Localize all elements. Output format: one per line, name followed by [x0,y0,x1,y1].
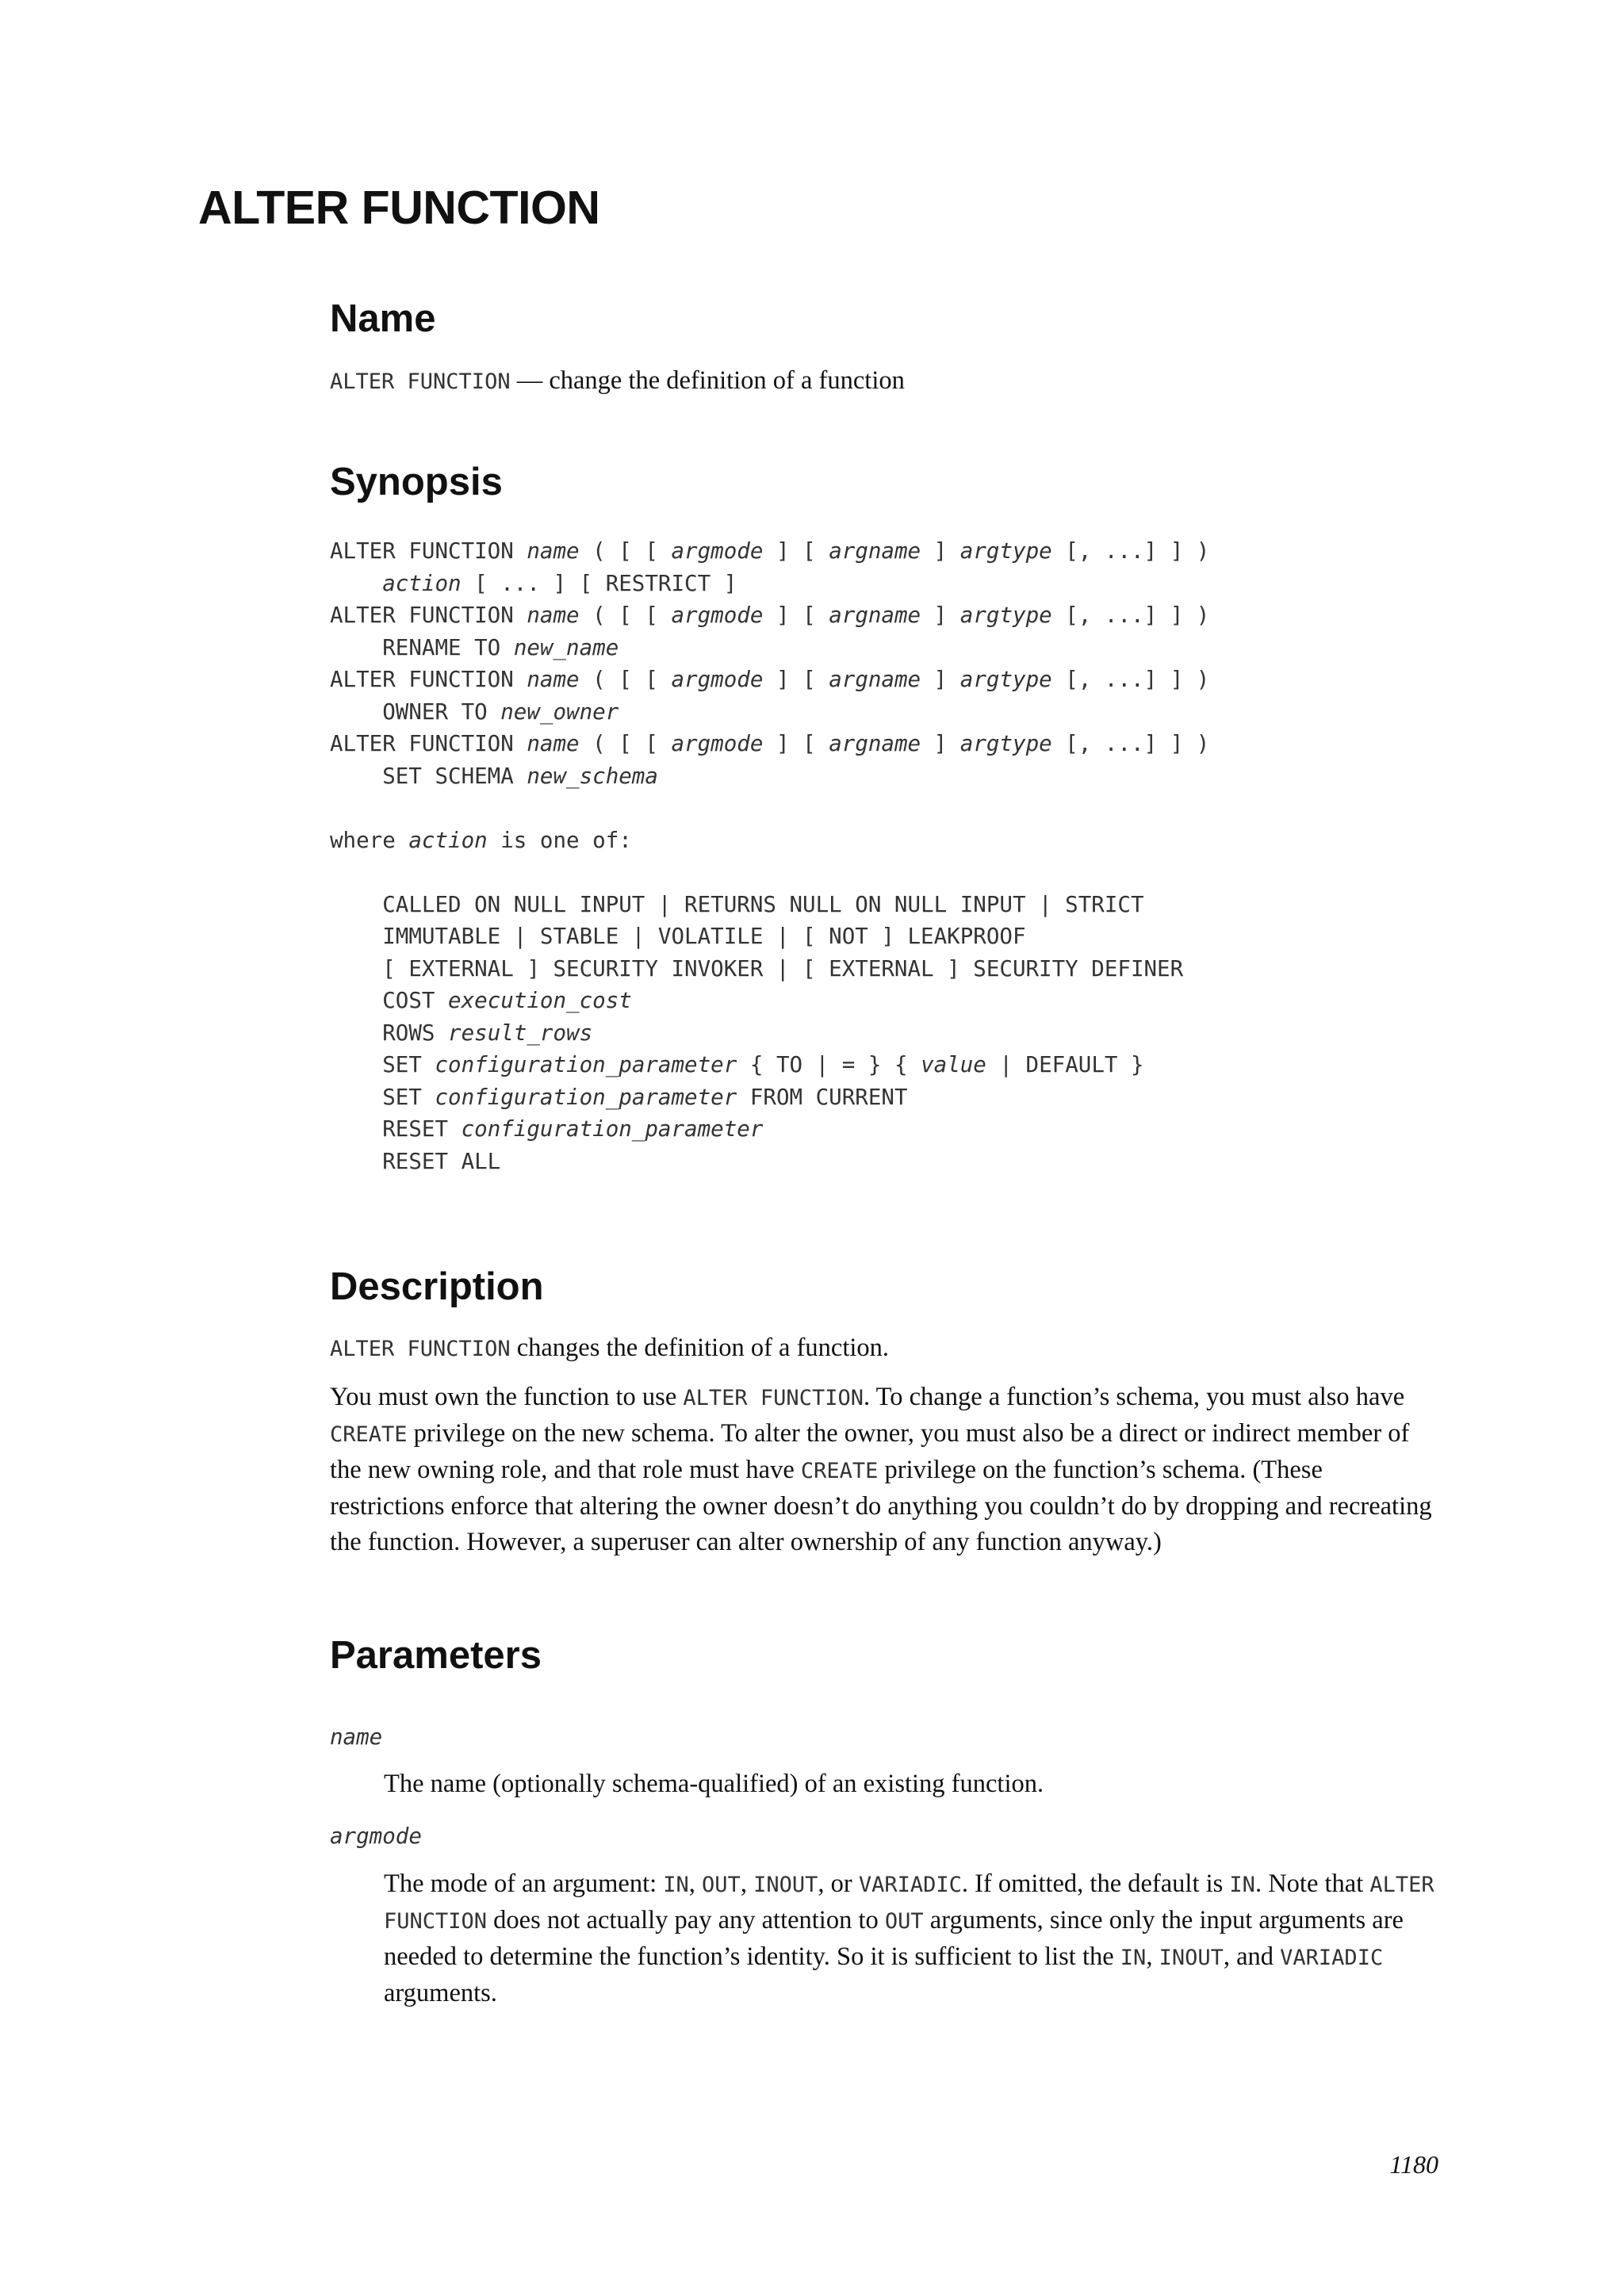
synopsis-keyword: CALLED ON NULL INPUT | RETURNS NULL ON NULL INPUT | STRICT [382,891,1144,917]
text-run: . If omitted, the default is [961,1869,1230,1898]
synopsis-keyword: ALTER FUNCTION [330,731,527,756]
synopsis-line [330,956,1183,982]
synopsis-keyword: ] [921,667,960,692]
text-run: . Note that [1254,1869,1370,1898]
page-number: 1180 [1389,2150,1438,2179]
synopsis-placeholder: argtype [959,667,1052,692]
synopsis-keyword: RESET ALL [382,1148,501,1174]
synopsis-keyword: is one of: [487,827,632,853]
synopsis-placeholder: configuration_parameter [435,1052,737,1077]
inline-code: VARIADIC [1280,1946,1384,1970]
synopsis-placeholder: name [527,731,580,756]
synopsis-placeholder: configuration_parameter [435,1084,737,1110]
synopsis-keyword: FROM CURRENT [737,1084,908,1110]
synopsis-placeholder: new_owner [500,698,619,725]
synopsis-keyword: [, ...] ] ) [1051,538,1210,564]
synopsis-placeholder: configuration_parameter [461,1116,764,1142]
synopsis-placeholder: argmode [671,603,764,628]
synopsis-line [330,1116,763,1142]
synopsis-line [330,1020,592,1046]
synopsis-line [330,667,1209,692]
text-run: , [688,1869,703,1898]
synopsis-placeholder: argname [829,731,921,756]
synopsis-keyword: ROWS [382,1020,449,1046]
synopsis-keyword: ( [ [ [579,731,672,756]
command-name: ALTER FUNCTION [330,369,511,394]
inline-code: INOUT [753,1873,818,1897]
text-run: , or [818,1869,859,1898]
param-def-argmode [384,1866,1446,2011]
text-run: , and [1223,1942,1281,1971]
synopsis-placeholder: result_rows [448,1020,593,1046]
text-run: privilege on the function’s schema. (These restrictions enforce that altering the owner doesn’t do anything you couldn’t do by dropping and recreating the function. However, a superuser can alter ownership of any function anyway.) [330,1456,1432,1556]
synopsis-keyword: SET [382,1052,435,1077]
synopsis-keyword: ] [ [763,667,829,692]
synopsis-keyword: [, ...] ] ) [1051,731,1210,756]
inline-code: OUT [884,1909,924,1934]
synopsis-keyword: ] [ [763,731,829,756]
inline-code: CREATE [800,1459,879,1483]
synopsis-keyword: where [330,827,409,853]
synopsis-line [330,699,619,725]
synopsis-placeholder: action [382,570,462,596]
synopsis-line [330,571,737,596]
text-run: , [740,1869,754,1898]
synopsis-keyword: ] [ [763,538,829,564]
inline-code: ALTER FUNCTION [683,1386,864,1410]
synopsis-placeholder: argname [829,667,921,692]
synopsis-keyword: [, ...] ] ) [1051,603,1210,628]
synopsis-line [330,1085,908,1110]
synopsis-placeholder: new_schema [527,763,658,789]
synopsis-line [330,828,632,853]
inline-code: VARIADIC [858,1873,962,1897]
synopsis-placeholder: new_name [513,634,619,660]
inline-code: IN [1120,1946,1147,1970]
inline-code: CREATE [330,1422,408,1447]
synopsis-keyword: ] [921,603,960,628]
synopsis-placeholder: value [921,1052,986,1077]
synopsis-line [330,924,1026,949]
param-term-argmode: argmode [330,1823,422,1849]
description-paragraph-2 [330,1380,1440,1560]
synopsis-keyword: IMMUTABLE | STABLE | VOLATILE | [ NOT ] LEAKPROOF [382,924,1026,949]
synopsis-keyword: SET [382,1084,435,1110]
synopsis-keyword: [ EXTERNAL ] SECURITY INVOKER | [ EXTERNAL ] SECURITY DEFINER [382,955,1184,982]
inline-code: ALTER FUNCTION [384,1873,1434,1934]
synopsis-placeholder: argmode [671,667,764,692]
synopsis-placeholder: argname [829,603,921,628]
name-line [330,363,1440,400]
synopsis-placeholder: name [527,538,580,564]
text-run: arguments. [384,1979,497,2007]
text-run: You must own the function to use [330,1383,684,1411]
text-run: , [1146,1942,1159,1971]
text-run: The mode of an argument: [384,1869,664,1898]
synopsis-keyword: ( [ [ [579,538,672,564]
synopsis-keyword: ALTER FUNCTION [330,538,527,564]
text-run: privilege on the new schema. To alter the owner, you must also be a direct or indirect member of the new owning role, and that role must have [330,1419,1410,1484]
name-heading: Name [330,297,436,340]
synopsis-line [330,988,632,1013]
synopsis-line [330,1149,500,1174]
synopsis-placeholder: name [527,603,580,628]
text-run: The name (optionally schema-qualified) of an existing function. [384,1770,1044,1798]
synopsis-placeholder: argtype [959,603,1052,628]
synopsis-keyword: | DEFAULT } [986,1052,1144,1077]
synopsis-code [330,535,1209,1177]
inline-code: INOUT [1159,1946,1224,1970]
description-heading: Description [330,1265,544,1308]
synopsis-line [330,635,619,660]
description-paragraph-1 [330,1330,1440,1367]
synopsis-keyword: [ ... ] [ RESTRICT ] [461,570,737,596]
synopsis-keyword: COST [382,988,449,1013]
text-run: does not actually pay any attention to [487,1906,885,1934]
synopsis-line [330,1052,1144,1077]
synopsis-line [330,892,1144,917]
synopsis-heading: Synopsis [330,461,503,503]
synopsis-line [330,538,1209,564]
synopsis-keyword: SET SCHEMA [382,763,527,789]
synopsis-keyword: ( [ [ [579,667,672,692]
synopsis-placeholder: argmode [671,538,764,564]
inline-code: IN [663,1873,689,1897]
synopsis-keyword: [, ...] ] ) [1051,667,1210,692]
synopsis-placeholder: argtype [959,731,1052,756]
text-run: . To change a function’s schema, you must also have [863,1383,1405,1411]
synopsis-placeholder: name [527,667,580,692]
synopsis-line [330,763,658,789]
parameters-heading: Parameters [330,1634,542,1677]
synopsis-keyword: ALTER FUNCTION [330,603,527,628]
synopsis-placeholder: argmode [671,731,764,756]
synopsis-keyword: ] [921,538,960,564]
param-term-name: name [330,1724,383,1750]
synopsis-line [330,731,1209,756]
command-summary: — change the definition of a function [510,366,905,395]
synopsis-keyword: ] [ [763,603,829,628]
synopsis-keyword: { TO | = } { [737,1052,921,1077]
param-def-name [384,1766,1446,1802]
synopsis-keyword: ALTER FUNCTION [330,667,527,692]
inline-code: IN [1229,1873,1255,1897]
synopsis-keyword: ( [ [ [579,603,672,628]
synopsis-keyword: ] [921,731,960,756]
synopsis-keyword: OWNER TO [382,698,501,725]
inline-code: OUT [702,1873,741,1897]
synopsis-line [330,603,1209,628]
synopsis-placeholder: argname [829,538,921,564]
synopsis-keyword: RESET [382,1116,462,1142]
text-run: arguments, since only the input arguments are needed to determine the function’s identity. So it is sufficient to list the [384,1906,1404,1971]
synopsis-keyword: RENAME TO [382,634,514,660]
synopsis-placeholder: action [408,827,488,853]
inline-code: ALTER FUNCTION [330,1337,511,1361]
text-run: changes the definition of a function. [510,1334,890,1362]
page-title: ALTER FUNCTION [198,182,600,234]
synopsis-placeholder: argtype [959,538,1052,564]
synopsis-placeholder: execution_cost [448,988,632,1013]
